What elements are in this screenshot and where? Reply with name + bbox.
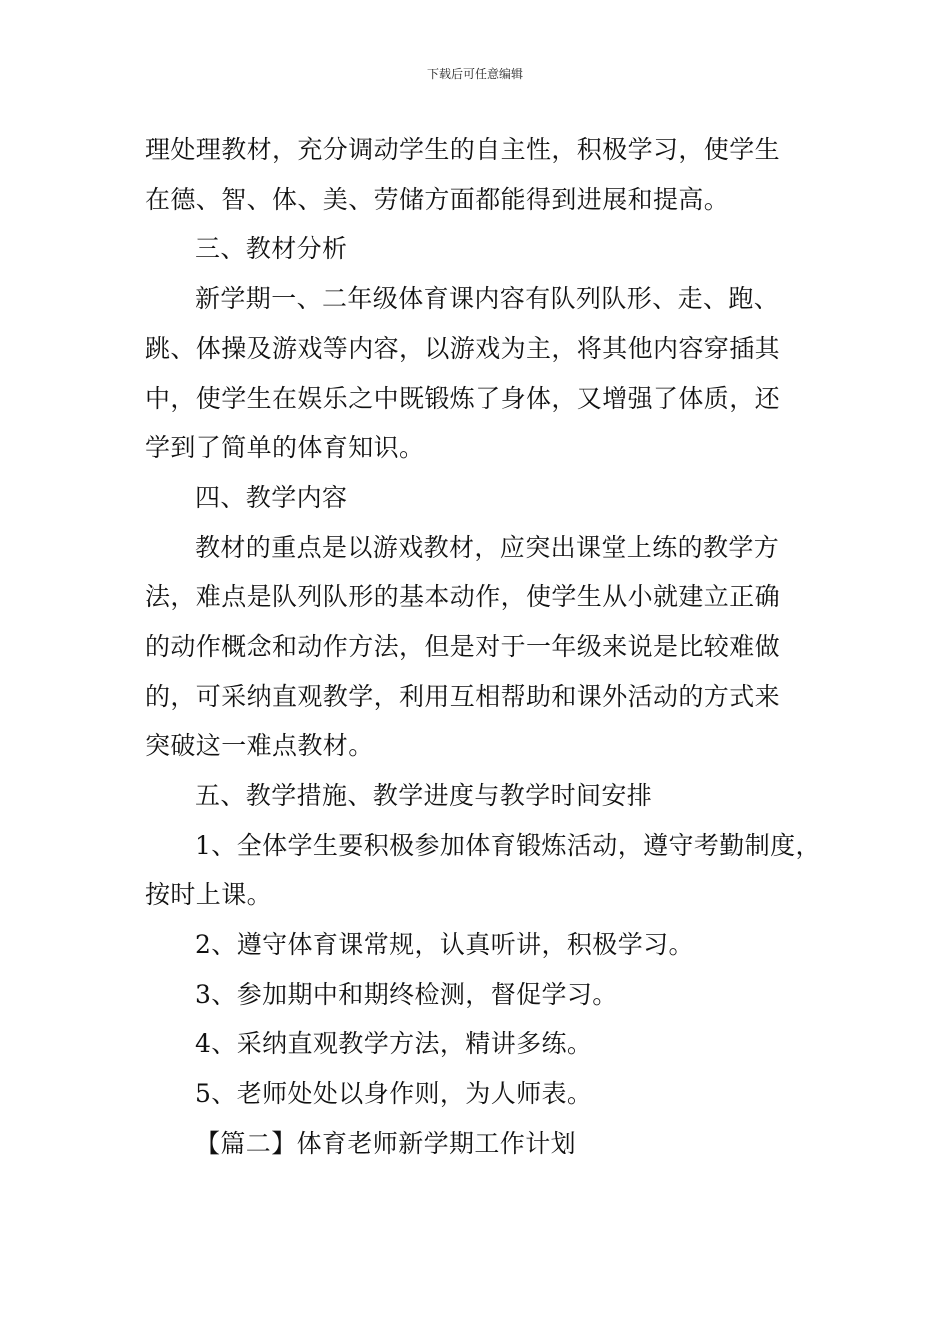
paragraph-line: 教材的重点是以游戏教材，应突出课堂上练的教学方 — [195, 533, 780, 562]
section-heading: 三、教材分析 — [195, 234, 348, 263]
paragraph-line: 法，难点是队列队形的基本动作，使学生从小就建立正确 — [145, 582, 781, 611]
paragraph-line: 突破这一难点教材。 — [145, 731, 374, 760]
section-heading: 四、教学内容 — [195, 483, 348, 512]
list-item: 4、采纳直观教学方法，精讲多练。 — [195, 1029, 593, 1058]
paragraph-line: 的，可采纳直观教学，利用互相帮助和课外活动的方式来 — [145, 682, 781, 711]
paragraph-line: 新学期一、二年级体育课内容有队列队形、走、跑、 — [195, 284, 780, 313]
list-item: 1、全体学生要积极参加体育锻炼活动，遵守考勤制度， — [195, 831, 821, 860]
page-header: 下载后可任意编辑 — [426, 67, 523, 81]
paragraph-line: 理处理教材，充分调动学生的自主性，积极学习，使学生 — [145, 135, 781, 164]
paragraph-line: 跳、体操及游戏等内容，以游戏为主，将其他内容穿插其 — [145, 334, 781, 363]
paragraph-line: 中，使学生在娱乐之中既锻炼了身体，又增强了体质，还 — [145, 384, 781, 413]
paragraph-line: 在德、智、体、美、劳储方面都能得到进展和提高。 — [145, 185, 730, 214]
section-heading: 五、教学措施、教学进度与教学时间安排 — [195, 781, 653, 810]
paragraph-line: 学到了简单的体育知识。 — [145, 433, 425, 462]
list-item: 5、老师处处以身作则，为人师表。 — [195, 1079, 593, 1108]
paragraph-line: 的动作概念和动作方法，但是对于一年级来说是比较难做 — [145, 632, 781, 661]
paragraph-line: 按时上课。 — [145, 880, 273, 909]
chapter-heading: 【篇二】体育老师新学期工作计划 — [195, 1129, 577, 1158]
list-item: 3、参加期中和期终检测，督促学习。 — [195, 980, 618, 1009]
list-item: 2、遵守体育课常规，认真听讲，积极学习。 — [195, 930, 694, 959]
